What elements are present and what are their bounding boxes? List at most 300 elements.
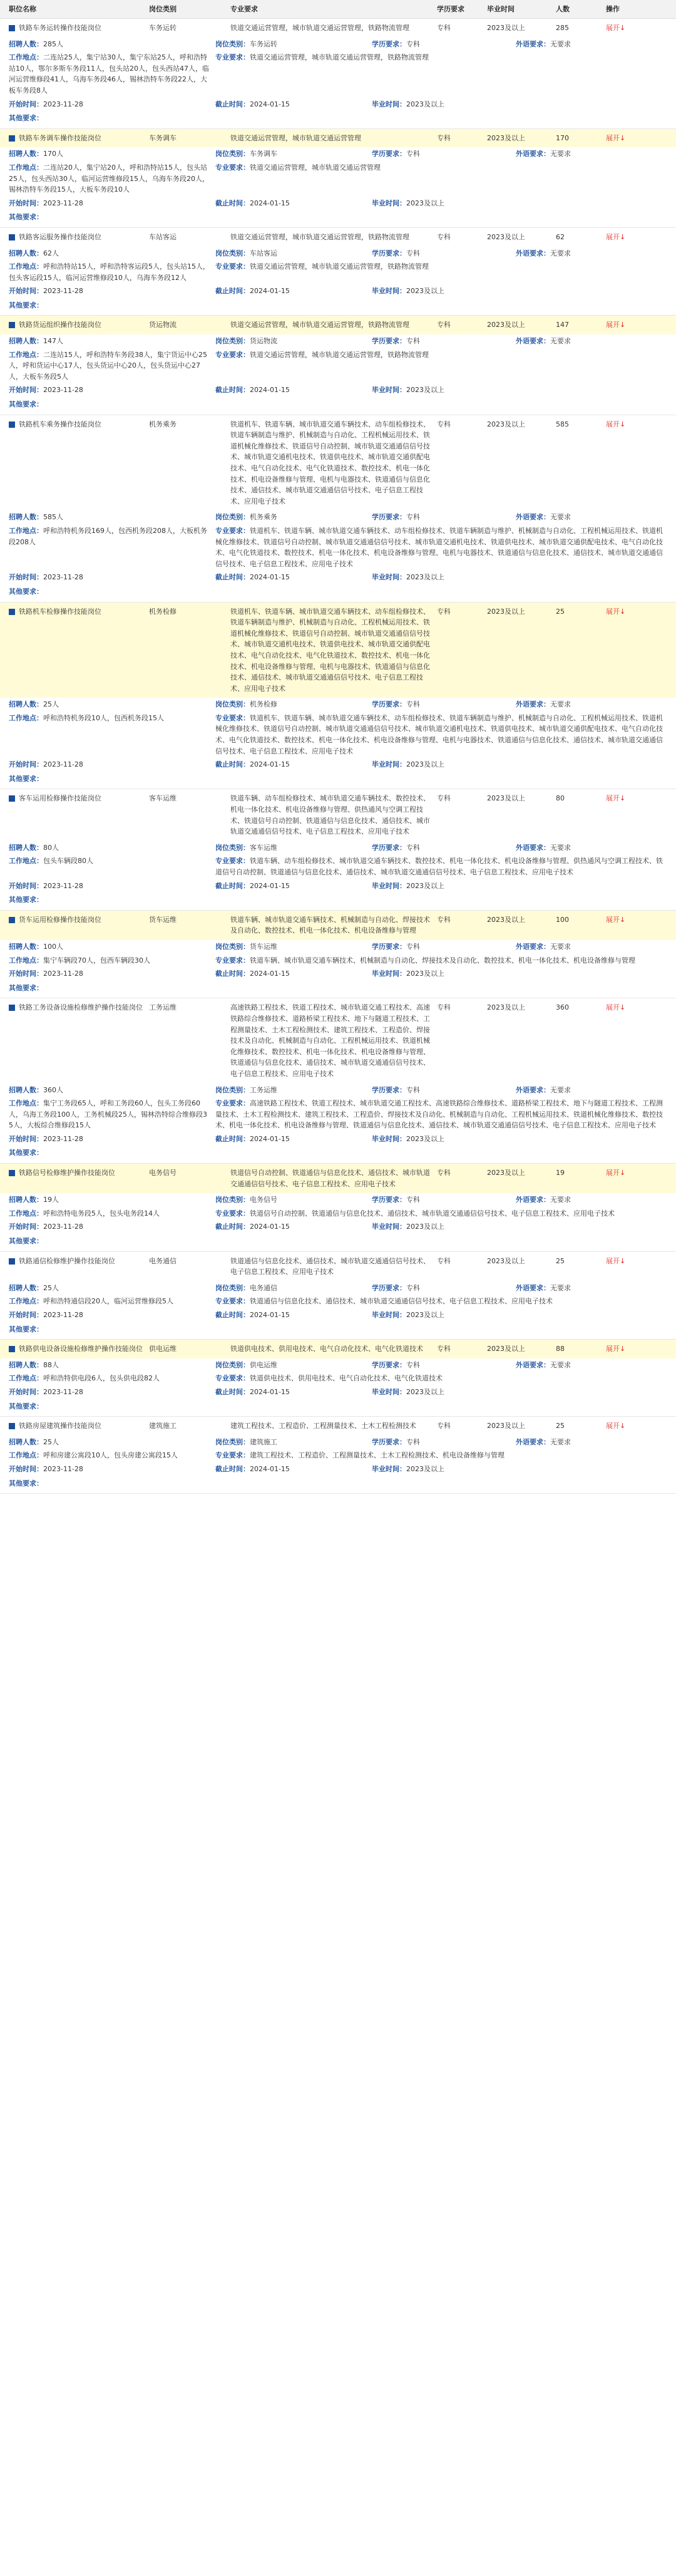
job-details [0, 247, 676, 316]
job-summary-row[interactable] [0, 603, 676, 698]
count-label: 招聘人数： [9, 150, 43, 158]
expand-button[interactable]: 展开↓ [606, 321, 626, 329]
category-value: 工务运维 [250, 1085, 277, 1094]
job-category: 机务乘务 [149, 420, 177, 428]
job-education: 专科 [437, 133, 451, 142]
major-value: 铁道交通运营管理，城市轨道交通运营管理，铁路物流管理 [250, 53, 429, 62]
foreign-label: 外语要求： [516, 337, 550, 346]
job-major: 铁道车辆、动车组检修技术、城市轨道交通车辆技术、数控技术、机电一体化技术、机电设备维修与管理、供热通风与空调工程技术、铁道信号自动控制、铁道通信与信息化技术、通信技术、城市轨道交通通信信号技术、电子信息工程技术、应用电子技术 [230, 794, 430, 836]
education-label: 学历要求： [372, 1437, 406, 1446]
job-education: 专科 [437, 420, 451, 428]
expand-button[interactable]: 展开↓ [606, 24, 626, 32]
category-value: 客车运维 [250, 843, 277, 852]
job-category: 货运物流 [149, 321, 177, 329]
start-value: 2023-11-28 [43, 1223, 83, 1231]
job-grad: 2023及以上 [487, 321, 525, 329]
job-summary-row[interactable] [0, 129, 676, 148]
foreign-label: 外语要求： [516, 39, 550, 48]
job-summary-row[interactable] [0, 415, 676, 511]
job-summary-row[interactable] [0, 1340, 676, 1358]
education-label: 学历要求： [372, 150, 406, 158]
major-label: 专业要求： [215, 53, 250, 62]
end-value: 2024-01-15 [250, 881, 290, 890]
location-value: 包头车辆段80人 [43, 857, 93, 866]
job-major: 铁道机车、铁道车辆、城市轨道交通车辆技术、动车组检修技术、铁道车辆制造与维护、机械制造与自动化、工程机械运用技术、铁道机械化维修技术、铁道信号自动控制、城市轨道交通通信信号技术、城市轨道交通机电技术、铁道供电技术、城市轨道交通供配电技术、电气自动化技术、电气化铁道技术、数控技术、机电一体化技术、机电设备维修与管理、电机与电器技术、铁道通信与信息化技术、通信技术、城市轨道交通通信信号技术、电子信息工程技术、应用电子技术 [230, 420, 430, 505]
major-label: 专业要求： [215, 956, 250, 965]
end-value: 2024-01-15 [250, 1223, 290, 1231]
job-row [0, 316, 676, 415]
job-count: 19 [556, 1169, 565, 1177]
end-value: 2024-01-15 [250, 287, 290, 296]
end-value: 2024-01-15 [250, 1134, 290, 1143]
education-value: 专科 [406, 700, 420, 709]
square-icon [9, 322, 15, 328]
expand-button[interactable]: 展开↓ [606, 1003, 626, 1012]
grad-value: 2023及以上 [406, 100, 444, 108]
job-summary-row[interactable] [0, 1164, 676, 1193]
job-grad: 2023及以上 [487, 1003, 525, 1012]
education-label: 学历要求： [372, 1085, 406, 1094]
square-icon [9, 234, 15, 241]
grad-label: 毕业时间： [372, 287, 406, 296]
start-label: 开始时间： [9, 1223, 43, 1231]
job-grad: 2023及以上 [487, 1256, 525, 1265]
job-major: 铁道机车、铁道车辆、城市轨道交通车辆技术、动车组检修技术、铁道车辆制造与维护、机械制造与自动化、工程机械运用技术、铁道机械化维修技术、铁道信号自动控制、城市轨道交通通信信号技术、城市轨道交通机电技术、铁道供电技术、城市轨道交通供配电技术、电气自动化技术、电气化铁道技术、数控技术、机电一体化技术、机电设备维修与管理、电机与电器技术、铁道通信与信息化技术、通信技术、城市轨道交通通信信号技术、电子信息工程技术、应用电子技术 [230, 607, 430, 693]
end-value: 2024-01-15 [250, 970, 290, 978]
location-label: 工作地点： [9, 956, 43, 965]
major-value: 铁道交通运营管理，城市轨道交通运营管理，铁路物流管理 [250, 350, 429, 359]
job-grad: 2023及以上 [487, 794, 525, 803]
start-label: 开始时间： [9, 970, 43, 978]
location-value: 呼和浩特通信段20人，临河运营维修段5人 [43, 1297, 173, 1306]
location-label: 工作地点： [9, 713, 43, 722]
expand-button[interactable]: 展开↓ [606, 232, 626, 241]
job-title: 铁路机车乘务操作技能岗位 [19, 420, 101, 428]
job-count: 25 [556, 1422, 565, 1430]
start-label: 开始时间： [9, 100, 43, 108]
major-label: 专业要求： [215, 262, 250, 271]
job-title: 铁路工务设备设施检修维护操作技能岗位 [19, 1003, 143, 1012]
job-education: 专科 [437, 794, 451, 803]
job-title: 铁路供电设备设施检修维护操作技能岗位 [19, 1345, 143, 1353]
job-count: 25 [556, 1256, 565, 1265]
job-details [0, 147, 676, 227]
start-label: 开始时间： [9, 760, 43, 769]
count-label: 招聘人数： [9, 337, 43, 346]
count-label: 招聘人数： [9, 843, 43, 852]
job-title: 铁路车务调车操作技能岗位 [19, 133, 101, 142]
job-education: 专科 [437, 232, 451, 241]
end-label: 截止时间： [215, 287, 250, 296]
category-label: 岗位类别： [215, 1196, 250, 1204]
grad-label: 毕业时间： [372, 1223, 406, 1231]
grad-label: 毕业时间： [372, 100, 406, 108]
count-label: 招聘人数： [9, 513, 43, 522]
count-value: 100人 [43, 942, 63, 951]
start-label: 开始时间： [9, 1311, 43, 1319]
count-value: 25人 [43, 1283, 59, 1292]
count-label: 招聘人数： [9, 1437, 43, 1446]
major-label: 专业要求： [215, 857, 250, 866]
category-value: 货运物流 [250, 337, 277, 346]
job-grad: 2023及以上 [487, 1169, 525, 1177]
job-title: 铁路机车检修操作技能岗位 [19, 607, 101, 616]
job-count: 88 [556, 1345, 565, 1353]
major-label: 专业要求： [215, 163, 250, 172]
category-value: 车务调车 [250, 150, 277, 158]
header-title: 职位名称 [9, 4, 36, 13]
end-label: 截止时间： [215, 386, 250, 395]
location-value: 集宁车辆段70人，包西车辆段30人 [43, 956, 150, 965]
location-label: 工作地点： [9, 163, 43, 172]
other-label: 其他要求： [9, 1237, 43, 1246]
other-label: 其他要求： [9, 301, 43, 309]
grad-value: 2023及以上 [406, 1464, 444, 1473]
education-label: 学历要求： [372, 843, 406, 852]
job-education: 专科 [437, 915, 451, 924]
job-grad: 2023及以上 [487, 232, 525, 241]
major-value: 铁道交通运营管理，城市轨道交通运营管理 [250, 163, 381, 172]
count-value: 147人 [43, 337, 63, 346]
grad-label: 毕业时间： [372, 573, 406, 582]
grad-value: 2023及以上 [406, 386, 444, 395]
location-value: 集宁工务段65人，呼和工务段60人，包头工务段60人，乌海工务段100人，工务机械段25人，锡林浩特综合维修段35人，大板综合维修段15人 [9, 1099, 207, 1130]
category-value: 车站客运 [250, 249, 277, 257]
category-value: 电务通信 [250, 1283, 277, 1292]
job-category: 车务运转 [149, 24, 177, 32]
job-major: 铁道交通运营管理，城市轨道交通运营管理，铁路物流管理 [230, 321, 409, 329]
job-category: 机务检修 [149, 607, 177, 616]
job-title: 铁路车务运转操作技能岗位 [19, 24, 101, 32]
job-summary-row[interactable] [0, 911, 676, 940]
education-label: 学历要求： [372, 249, 406, 257]
count-label: 招聘人数： [9, 1085, 43, 1094]
category-label: 岗位类别： [215, 1360, 250, 1369]
end-value: 2024-01-15 [250, 760, 290, 769]
job-row [0, 415, 676, 603]
job-row [0, 998, 676, 1164]
square-icon [9, 1258, 15, 1265]
location-label: 工作地点： [9, 262, 43, 271]
start-value: 2023-11-28 [43, 1387, 83, 1396]
job-row [0, 129, 676, 228]
foreign-label: 外语要求： [516, 513, 550, 522]
job-education: 专科 [437, 607, 451, 616]
start-label: 开始时间： [9, 287, 43, 296]
category-label: 岗位类别： [215, 1085, 250, 1094]
job-row [0, 603, 676, 790]
count-value: 80人 [43, 843, 59, 852]
job-education: 专科 [437, 1345, 451, 1353]
education-label: 学历要求： [372, 513, 406, 522]
job-row [0, 228, 676, 316]
job-major: 高速铁路工程技术、铁道工程技术、城市轨道交通工程技术、高速铁路综合维修技术、道路桥梁工程技术、地下与隧道工程技术、工程测量技术、土木工程检测技术、建筑工程技术、工程造价、焊接技术及自动化、机械制造与自动化、工程机械运用技术、铁道机械化维修技术、数控技术、机电一体化技术、机电设备维修与管理、铁道通信与信息化技术、通信技术、城市轨道交通通信信号技术、电子信息工程技术、应用电子技术 [230, 1003, 430, 1078]
job-grad: 2023及以上 [487, 607, 525, 616]
count-value: 170人 [43, 150, 63, 158]
start-label: 开始时间： [9, 386, 43, 395]
foreign-value: 无要求 [550, 1360, 571, 1369]
job-category: 工务运维 [149, 1003, 177, 1012]
category-label: 岗位类别： [215, 249, 250, 257]
expand-button[interactable]: 展开↓ [606, 420, 626, 428]
education-value: 专科 [406, 1360, 420, 1369]
job-count: 285 [556, 24, 569, 32]
foreign-label: 外语要求： [516, 1085, 550, 1094]
job-details [0, 334, 676, 415]
other-label: 其他要求： [9, 587, 43, 596]
job-title: 客车运用检修操作技能岗位 [19, 794, 101, 803]
education-label: 学历要求： [372, 1196, 406, 1204]
end-label: 截止时间： [215, 970, 250, 978]
location-label: 工作地点： [9, 1297, 43, 1306]
category-label: 岗位类别： [215, 700, 250, 709]
job-count: 25 [556, 607, 565, 616]
grad-label: 毕业时间： [372, 1134, 406, 1143]
other-label: 其他要求： [9, 400, 43, 409]
location-value: 呼和房建公寓段10人，包头房建公寓段15人 [43, 1451, 178, 1460]
foreign-label: 外语要求： [516, 1283, 550, 1292]
location-value: 二连站25人，集宁站30人，集宁东站25人，呼和浩特站10人，鄂尔多斯车务段11人，包头站20人，包头西站47人，临河运营维修段41人，乌海车务段46人，锡林浩特车务段22人，大板车务段8人 [9, 53, 209, 95]
job-title: 铁路通信检修维护操作技能岗位 [19, 1256, 115, 1265]
job-category: 建筑施工 [149, 1422, 177, 1430]
foreign-value: 无要求 [550, 700, 571, 709]
square-icon [9, 1170, 15, 1176]
job-row [0, 19, 676, 129]
foreign-label: 外语要求： [516, 700, 550, 709]
end-label: 截止时间： [215, 1134, 250, 1143]
expand-button[interactable]: 展开↓ [606, 133, 626, 142]
end-label: 截止时间： [215, 573, 250, 582]
foreign-value: 无要求 [550, 1283, 571, 1292]
major-value: 铁道信号自动控制、铁道通信与信息化技术、通信技术、城市轨道交通通信信号技术、电子信息工程技术、应用电子技术 [250, 1209, 615, 1218]
education-label: 学历要求： [372, 1360, 406, 1369]
grad-value: 2023及以上 [406, 1311, 444, 1319]
location-value: 呼和浩特电务段5人，包头电务段14人 [43, 1209, 160, 1218]
foreign-value: 无要求 [550, 249, 571, 257]
education-value: 专科 [406, 843, 420, 852]
end-value: 2024-01-15 [250, 386, 290, 395]
job-category: 客车运维 [149, 794, 177, 803]
major-label: 专业要求： [215, 713, 250, 722]
job-major: 铁道供电技术、供用电技术、电气自动化技术、电气化铁道技术 [230, 1345, 423, 1353]
end-label: 截止时间： [215, 1387, 250, 1396]
start-label: 开始时间： [9, 1134, 43, 1143]
expand-button[interactable]: 展开↓ [606, 915, 626, 924]
job-title: 铁路货运组织操作技能岗位 [19, 321, 101, 329]
major-value: 铁道机车、铁道车辆、城市轨道交通车辆技术、动车组检修技术、铁道车辆制造与维护、机械制造与自动化、工程机械运用技术、铁道机械化维修技术、铁道信号自动控制、城市轨道交通通信信号技术、城市轨道交通机电技术、铁道供电技术、城市轨道交通供配电技术、电气自动化技术、电气化铁道技术、数控技术、机电一体化技术、机电设备维修与管理、电机与电器技术、铁道通信与信息化技术、通信技术、城市轨道交通通信信号技术、电子信息工程技术、应用电子技术 [215, 526, 663, 568]
grad-value: 2023及以上 [406, 881, 444, 890]
location-value: 呼和浩特机务段10人，包西机务段15人 [43, 713, 164, 722]
expand-button[interactable]: 展开↓ [606, 1345, 626, 1353]
job-summary-row[interactable] [0, 228, 676, 247]
start-value: 2023-11-28 [43, 760, 83, 769]
job-grad: 2023及以上 [487, 133, 525, 142]
foreign-label: 外语要求： [516, 1196, 550, 1204]
header-major: 专业要求 [230, 4, 258, 13]
job-education: 专科 [437, 1422, 451, 1430]
end-value: 2024-01-15 [250, 199, 290, 207]
expand-button[interactable]: 展开↓ [606, 794, 626, 803]
count-value: 19人 [43, 1196, 59, 1204]
count-value: 25人 [43, 700, 59, 709]
start-label: 开始时间： [9, 881, 43, 890]
major-value: 铁道车辆、城市轨道交通车辆技术、机械制造与自动化、焊接技术及自动化、数控技术、机电一体化技术、机电设备维修与管理 [250, 956, 635, 965]
job-education: 专科 [437, 24, 451, 32]
job-category: 车务调车 [149, 133, 177, 142]
major-label: 专业要求： [215, 1451, 250, 1460]
table-header [0, 0, 676, 19]
count-label: 招聘人数： [9, 1283, 43, 1292]
grad-label: 毕业时间： [372, 386, 406, 395]
education-value: 专科 [406, 150, 420, 158]
job-count: 62 [556, 232, 565, 241]
major-value: 建筑工程技术、工程造价、工程测量技术、土木工程检测技术、机电设备维修与管理 [250, 1451, 504, 1460]
foreign-value: 无要求 [550, 843, 571, 852]
job-category: 供电运维 [149, 1345, 177, 1353]
start-value: 2023-11-28 [43, 199, 83, 207]
education-label: 学历要求： [372, 700, 406, 709]
other-label: 其他要求： [9, 1402, 43, 1410]
major-label: 专业要求： [215, 350, 250, 359]
header-category: 岗位类别 [149, 4, 177, 13]
education-value: 专科 [406, 1085, 420, 1094]
job-summary-row[interactable] [0, 1417, 676, 1435]
education-label: 学历要求： [372, 39, 406, 48]
job-category: 货车运维 [149, 915, 177, 924]
job-major: 铁道信号自动控制、铁道通信与信息化技术、通信技术、城市轨道交通通信信号技术、电子信息工程技术、应用电子技术 [230, 1169, 430, 1188]
foreign-label: 外语要求： [516, 942, 550, 951]
location-value: 二连站15人，呼和浩特车务段38人，集宁货运中心25人，呼和货运中心17人，包头货运中心20人，包头货运中心27人，大板车务段5人 [9, 350, 207, 381]
job-major: 建筑工程技术、工程造价、工程测量技术、土木工程检测技术 [230, 1422, 416, 1430]
expand-button[interactable]: 展开↓ [606, 607, 626, 616]
foreign-label: 外语要求： [516, 1360, 550, 1369]
square-icon [9, 795, 15, 802]
grad-label: 毕业时间： [372, 1387, 406, 1396]
end-value: 2024-01-15 [250, 573, 290, 582]
count-label: 招聘人数： [9, 1360, 43, 1369]
foreign-value: 无要求 [550, 1085, 571, 1094]
job-education: 专科 [437, 1256, 451, 1265]
foreign-label: 外语要求： [516, 843, 550, 852]
expand-button[interactable]: 展开↓ [606, 1169, 626, 1177]
square-icon [9, 1423, 15, 1429]
location-value: 呼和浩特站15人，呼和浩特客运段5人，包头站15人，包头客运段15人，临河运营维修段10人，乌海车务段12人 [9, 262, 210, 282]
job-list [0, 19, 676, 1494]
category-label: 岗位类别： [215, 150, 250, 158]
header-education: 学历要求 [437, 4, 464, 13]
location-label: 工作地点： [9, 1374, 43, 1383]
grad-value: 2023及以上 [406, 573, 444, 582]
job-details [0, 38, 676, 128]
major-value: 铁道交通运营管理，城市轨道交通运营管理，铁路物流管理 [250, 262, 429, 271]
count-value: 585人 [43, 513, 63, 522]
job-summary-row[interactable] [0, 19, 676, 38]
job-grad: 2023及以上 [487, 420, 525, 428]
location-value: 二连站20人，集宁站20人，呼和浩特站15人，包头站25人，包头西站30人，临河运营维修段15人，乌海车务段20人，锡林浩特车务段15人，大板车务段10人 [9, 163, 209, 194]
location-label: 工作地点： [9, 1451, 43, 1460]
job-category: 电务信号 [149, 1169, 177, 1177]
foreign-label: 外语要求： [516, 249, 550, 257]
education-value: 专科 [406, 942, 420, 951]
start-value: 2023-11-28 [43, 573, 83, 582]
job-title: 货车运用检修操作技能岗位 [19, 915, 101, 924]
job-education: 专科 [437, 1169, 451, 1177]
job-summary-row[interactable] [0, 789, 676, 841]
job-title: 铁路房屋建筑操作技能岗位 [19, 1422, 101, 1430]
job-grad: 2023及以上 [487, 24, 525, 32]
count-label: 招聘人数： [9, 249, 43, 257]
education-label: 学历要求： [372, 1283, 406, 1292]
expand-button[interactable]: 展开↓ [606, 1422, 626, 1430]
start-value: 2023-11-28 [43, 1464, 83, 1473]
job-count: 360 [556, 1003, 569, 1012]
header-action: 操作 [606, 4, 620, 13]
category-value: 建筑施工 [250, 1437, 277, 1446]
major-label: 专业要求： [215, 1209, 250, 1218]
job-details [0, 1281, 676, 1339]
grad-label: 毕业时间： [372, 760, 406, 769]
start-label: 开始时间： [9, 199, 43, 207]
job-count: 585 [556, 420, 569, 428]
start-value: 2023-11-28 [43, 386, 83, 395]
start-label: 开始时间： [9, 573, 43, 582]
education-label: 学历要求： [372, 337, 406, 346]
job-details [0, 841, 676, 910]
job-grad: 2023及以上 [487, 915, 525, 924]
grad-label: 毕业时间： [372, 970, 406, 978]
location-label: 工作地点： [9, 1099, 43, 1108]
job-summary-row[interactable] [0, 316, 676, 334]
count-label: 招聘人数： [9, 700, 43, 709]
square-icon [9, 135, 15, 142]
other-label: 其他要求： [9, 213, 43, 222]
count-value: 62人 [43, 249, 59, 257]
count-label: 招聘人数： [9, 1196, 43, 1204]
foreign-value: 无要求 [550, 1437, 571, 1446]
category-label: 岗位类别： [215, 39, 250, 48]
job-summary-row[interactable] [0, 1252, 676, 1281]
other-label: 其他要求： [9, 114, 43, 123]
start-value: 2023-11-28 [43, 100, 83, 108]
job-title: 铁路客运服务操作技能岗位 [19, 232, 101, 241]
expand-button[interactable]: 展开↓ [606, 1256, 626, 1265]
end-value: 2024-01-15 [250, 1387, 290, 1396]
start-label: 开始时间： [9, 1387, 43, 1396]
location-label: 工作地点： [9, 350, 43, 359]
count-label: 招聘人数： [9, 39, 43, 48]
grad-value: 2023及以上 [406, 287, 444, 296]
foreign-label: 外语要求： [516, 1437, 550, 1446]
grad-value: 2023及以上 [406, 199, 444, 207]
square-icon [9, 609, 15, 615]
education-value: 专科 [406, 249, 420, 257]
end-label: 截止时间： [215, 1223, 250, 1231]
job-summary-row[interactable] [0, 998, 676, 1083]
grad-value: 2023及以上 [406, 1134, 444, 1143]
job-details [0, 1084, 676, 1164]
job-details [0, 510, 676, 601]
category-label: 岗位类别： [215, 337, 250, 346]
job-row [0, 1252, 676, 1340]
job-details [0, 698, 676, 789]
other-label: 其他要求： [9, 774, 43, 783]
location-value: 呼和浩特机务段169人，包西机务段208人，大板机务段208人 [9, 526, 207, 546]
count-value: 285人 [43, 39, 63, 48]
job-category: 车站客运 [149, 232, 177, 241]
end-label: 截止时间： [215, 881, 250, 890]
end-value: 2024-01-15 [250, 1464, 290, 1473]
end-label: 截止时间： [215, 1464, 250, 1473]
